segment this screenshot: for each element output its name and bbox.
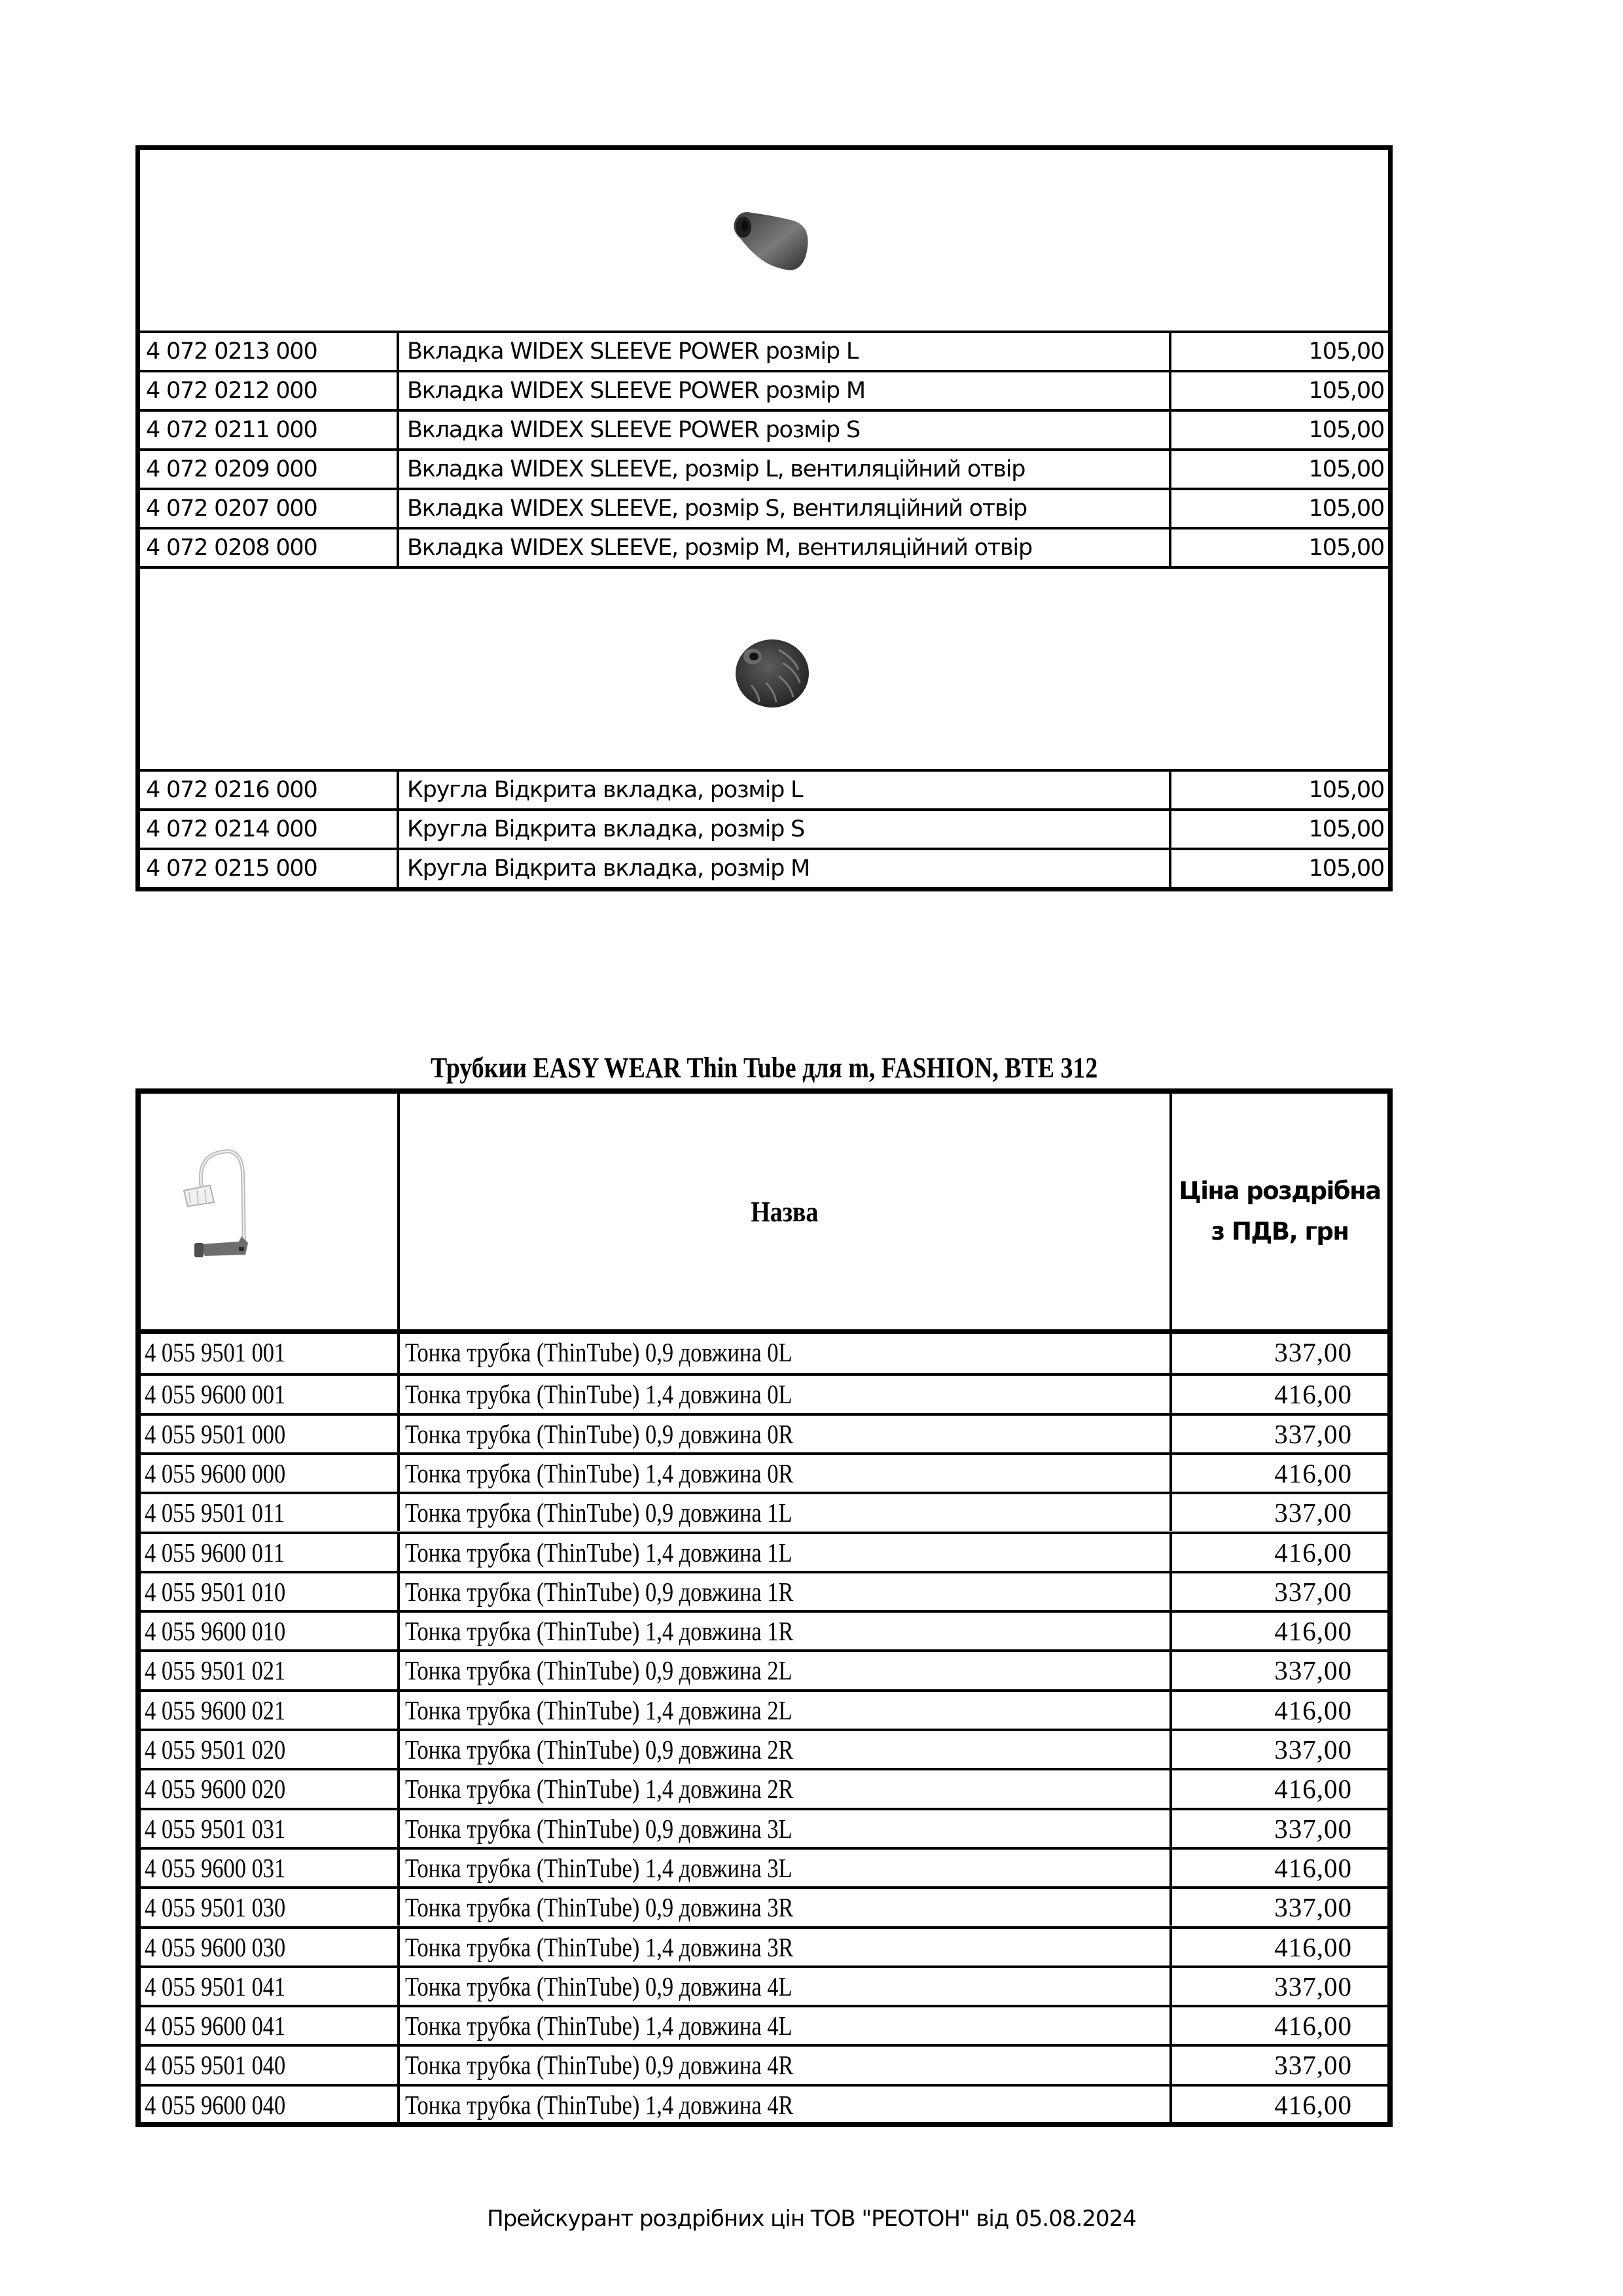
table-header	[141, 1094, 1387, 1334]
table-row	[140, 769, 1388, 808]
product-name: Вкладка WIDEX SLEEVE, розмір L, вентиляційний отвір	[399, 451, 1171, 488]
table-row	[141, 1610, 1387, 1649]
product-name: Тонка трубка (ThinTube) 1,4 довжина 2L	[400, 1692, 1172, 1729]
product-code: 4 072 0214 000	[140, 811, 399, 848]
product-name: Тонка трубка (ThinTube) 0,9 довжина 2L	[400, 1652, 1172, 1689]
table-row	[141, 1334, 1387, 1373]
product-code: 4 055 9600 041	[141, 2007, 400, 2044]
product-price: 337,00	[1274, 1337, 1352, 1367]
product-price: 337,00	[1274, 1813, 1352, 1844]
table-row	[141, 2084, 1387, 2123]
product-name: Тонка трубка (ThinTube) 1,4 довжина 3L	[400, 1850, 1172, 1886]
product-price: 416,00	[1274, 1379, 1352, 1410]
table-row	[141, 1689, 1387, 1729]
product-price: 105,00	[1308, 417, 1384, 443]
product-code: 4 055 9600 010	[141, 1613, 400, 1649]
product-name: Тонка трубка (ThinTube) 0,9 довжина 4R	[400, 2047, 1172, 2083]
product-price: 337,00	[1274, 1892, 1352, 1923]
product-name: Вкладка WIDEX SLEEVE POWER розмір S	[399, 412, 1171, 448]
table-row	[141, 1452, 1387, 1492]
table-row	[140, 848, 1388, 887]
price-table-thin-tubes	[135, 1088, 1393, 2127]
earbud-sleeve-power-icon	[726, 206, 810, 274]
product-price: 416,00	[1274, 2011, 1352, 2041]
thin-tube-icon	[168, 1146, 253, 1270]
product-name: Тонка трубка (ThinTube) 1,4 довжина 2R	[400, 1770, 1172, 1807]
table-row	[140, 370, 1388, 409]
table-row	[141, 1373, 1387, 1412]
table-row	[141, 1729, 1387, 1768]
product-code: 4 055 9501 001	[141, 1334, 400, 1373]
product-price: 337,00	[1274, 1655, 1352, 1686]
table-row	[141, 1886, 1387, 1926]
table-row	[141, 1413, 1387, 1452]
product-price: 337,00	[1274, 1734, 1352, 1765]
product-price: 105,00	[1308, 378, 1384, 404]
header-price	[1172, 1094, 1387, 1329]
header-price-line1: Ціна роздрібна	[1179, 1177, 1381, 1205]
table-row	[140, 808, 1388, 848]
product-price: 416,00	[1274, 1537, 1352, 1568]
product-code: 4 055 9501 011	[141, 1494, 400, 1531]
product-name: Тонка трубка (ThinTube) 1,4 довжина 0R	[400, 1455, 1172, 1492]
round-open-dome-icon	[733, 637, 812, 710]
product-code: 4 072 0209 000	[140, 451, 399, 488]
product-name: Вкладка WIDEX SLEEVE, розмір M, вентиляційний отвір	[399, 529, 1171, 566]
product-name: Тонка трубка (ThinTube) 0,9 довжина 0R	[400, 1416, 1172, 1452]
product-code: 4 055 9501 030	[141, 1889, 400, 1926]
product-price: 416,00	[1274, 2089, 1352, 2120]
table-row	[141, 2044, 1387, 2083]
table-row	[141, 1492, 1387, 1531]
product-code: 4 055 9600 030	[141, 1929, 400, 1965]
product-code: 4 055 9501 040	[141, 2047, 400, 2083]
table-row	[140, 409, 1388, 448]
table-row	[141, 1649, 1387, 1689]
product-name: Тонка трубка (ThinTube) 1,4 довжина 1L	[400, 1534, 1172, 1571]
product-name: Тонка трубка (ThinTube) 0,9 довжина 3R	[400, 1889, 1172, 1926]
page-footer: Прейскурант роздрібних цін ТОВ "РЕОТОН" від 05.08.2024	[487, 2206, 1136, 2232]
product-name: Тонка трубка (ThinTube) 1,4 довжина 4L	[400, 2007, 1172, 2044]
image-row-round-dome	[140, 566, 1388, 769]
header-price-line2: з ПДВ, грн	[1211, 1217, 1349, 1246]
table-row	[141, 1965, 1387, 2005]
product-price: 337,00	[1274, 1498, 1352, 1528]
table-row	[141, 1926, 1387, 1965]
product-code: 4 072 0211 000	[140, 412, 399, 448]
product-code: 4 055 9600 000	[141, 1455, 400, 1492]
product-name: Тонка трубка (ThinTube) 0,9 довжина 1L	[400, 1494, 1172, 1531]
product-name: Тонка трубка (ThinTube) 0,9 довжина 0L	[400, 1334, 1172, 1373]
product-code: 4 072 0216 000	[140, 772, 399, 808]
product-price: 105,00	[1308, 855, 1384, 882]
table-row	[141, 2005, 1387, 2044]
product-price: 337,00	[1274, 1576, 1352, 1607]
product-code: 4 055 9600 001	[141, 1376, 400, 1412]
product-code: 4 055 9501 041	[141, 1968, 400, 2005]
product-code: 4 055 9600 031	[141, 1850, 400, 1886]
table-row	[140, 331, 1388, 370]
product-price: 105,00	[1308, 338, 1384, 365]
table-row	[141, 1847, 1387, 1886]
product-price: 416,00	[1274, 1931, 1352, 1962]
product-name: Тонка трубка (ThinTube) 1,4 довжина 0L	[400, 1376, 1172, 1412]
product-price: 105,00	[1308, 535, 1384, 561]
product-name: Тонка трубка (ThinTube) 1,4 довжина 1R	[400, 1613, 1172, 1649]
product-price: 337,00	[1274, 1971, 1352, 2001]
price-table-earbuds	[135, 145, 1393, 891]
product-code: 4 072 0208 000	[140, 529, 399, 566]
product-code: 4 072 0212 000	[140, 372, 399, 409]
product-price: 416,00	[1274, 1458, 1352, 1488]
product-name: Вкладка WIDEX SLEEVE, розмір S, вентиляційний отвір	[399, 490, 1171, 527]
product-price: 105,00	[1308, 456, 1384, 482]
product-name: Кругла Відкрита вкладка, розмір L	[399, 772, 1171, 808]
table-row	[141, 1808, 1387, 1847]
product-code: 4 055 9600 021	[141, 1692, 400, 1729]
product-code: 4 055 9501 010	[141, 1573, 400, 1610]
product-price: 416,00	[1274, 1852, 1352, 1883]
product-name: Кругла Відкрита вкладка, розмір M	[399, 850, 1171, 887]
product-code: 4 072 0215 000	[140, 850, 399, 887]
header-name: Назва	[400, 1094, 1172, 1329]
table-row	[140, 448, 1388, 488]
section-title: Трубкии EASY WEAR Thin Tube для m, FASHION, BTE 312	[430, 1052, 1098, 1084]
header-image-cell	[141, 1094, 400, 1329]
product-name: Вкладка WIDEX SLEEVE POWER розмір M	[399, 372, 1171, 409]
product-name: Тонка трубка (ThinTube) 1,4 довжина 4R	[400, 2087, 1172, 2123]
product-code: 4 055 9501 000	[141, 1416, 400, 1452]
product-name: Тонка трубка (ThinTube) 0,9 довжина 4L	[400, 1968, 1172, 2005]
product-price: 105,00	[1308, 777, 1384, 803]
table-row	[141, 1532, 1387, 1571]
product-code: 4 055 9501 021	[141, 1652, 400, 1689]
image-row-sleeve	[140, 150, 1388, 331]
product-code: 4 055 9600 020	[141, 1770, 400, 1807]
product-price: 105,00	[1308, 816, 1384, 842]
product-name: Тонка трубка (ThinTube) 1,4 довжина 3R	[400, 1929, 1172, 1965]
product-code: 4 055 9501 020	[141, 1731, 400, 1768]
product-code: 4 055 9600 011	[141, 1534, 400, 1571]
product-price: 416,00	[1274, 1695, 1352, 1725]
product-price: 337,00	[1274, 1418, 1352, 1449]
product-name: Кругла Відкрита вкладка, розмір S	[399, 811, 1171, 848]
product-code: 4 072 0207 000	[140, 490, 399, 527]
product-price: 416,00	[1274, 1616, 1352, 1647]
product-name: Тонка трубка (ThinTube) 0,9 довжина 1R	[400, 1573, 1172, 1610]
table-row	[141, 1768, 1387, 1807]
product-code: 4 055 9600 040	[141, 2087, 400, 2123]
product-name: Тонка трубка (ThinTube) 0,9 довжина 2R	[400, 1731, 1172, 1768]
product-price: 416,00	[1274, 1774, 1352, 1804]
product-price: 337,00	[1274, 2050, 1352, 2081]
table-row	[141, 1571, 1387, 1610]
table-row	[140, 488, 1388, 527]
product-name: Тонка трубка (ThinTube) 0,9 довжина 3L	[400, 1810, 1172, 1847]
product-name: Вкладка WIDEX SLEEVE POWER розмір L	[399, 333, 1171, 370]
product-code: 4 072 0213 000	[140, 333, 399, 370]
product-price: 105,00	[1308, 495, 1384, 522]
product-code: 4 055 9501 031	[141, 1810, 400, 1847]
table-row	[140, 527, 1388, 566]
